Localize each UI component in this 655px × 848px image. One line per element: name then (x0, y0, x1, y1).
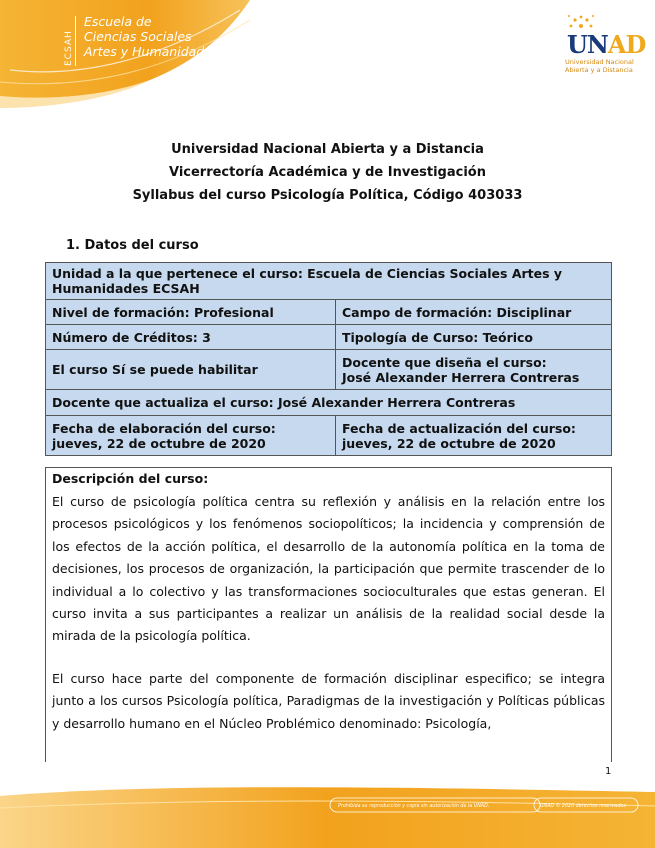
description-paragraph-2: El curso hace parte del componente de formación disciplinar especifico; se integra junto a los cursos Psicología política, Paradigmas de la investigación y Políticas públicas y desarrollo humano en el Núcleo Problémico denominado: Psicología, (52, 670, 605, 731)
table-row (46, 263, 612, 300)
docente-disena-label: Docente que diseña el curso: (342, 354, 547, 370)
table-row (46, 390, 612, 416)
table-row (46, 325, 612, 350)
cell-fecha-actualizacion (336, 416, 612, 456)
fecha-act-value: jueves, 22 de octubre de 2020 (342, 435, 556, 451)
unad-subtitle (565, 59, 634, 74)
cell-fecha-elaboracion (46, 416, 336, 456)
description-title: Descripción del curso: (52, 471, 209, 486)
fecha-elab-label: Fecha de elaboración del curso: (52, 420, 276, 436)
page-number: 1 (605, 766, 612, 777)
cell-creditos: Número de Créditos: 3 (46, 325, 336, 350)
cell-docente-actualiza: Docente que actualiza el curso: José Alexander Herrera Contreras (46, 390, 612, 416)
table-row (46, 416, 612, 456)
header-banner (0, 0, 655, 110)
title-university: Universidad Nacional Abierta y a Distancia (171, 142, 484, 157)
document-titles (0, 138, 655, 207)
unad-sub-line-1: Universidad Nacional (565, 58, 634, 66)
ecsah-vertical-label: ECSAH (64, 16, 76, 66)
footer-banner (0, 786, 655, 848)
unad-logo (555, 12, 645, 82)
section-heading: 1. Datos del curso (66, 238, 199, 253)
school-name-logo (84, 14, 218, 59)
unad-sub-line-2: Abierta y a Distancia (565, 65, 633, 74)
footer-wave-graphic (0, 786, 655, 848)
docente-disena-name: José Alexander Herrera Contreras (342, 369, 580, 385)
school-line-1: Escuela de (84, 14, 152, 29)
cell-habilitar: El curso Sí se puede habilitar (46, 350, 336, 390)
footer-rights: UNAD © 2020 derechos reservados (540, 804, 626, 809)
table-row (46, 300, 612, 325)
cell-nivel: Nivel de formación: Profesional (46, 300, 336, 325)
unad-letters-ad: AD (607, 30, 646, 59)
course-description (45, 467, 612, 762)
cell-unidad: Unidad a la que pertenece el curso: Escuela de Ciencias Sociales Artes y Humanidades ECSAH (46, 263, 612, 300)
unad-wordmark (567, 30, 645, 59)
cell-campo: Campo de formación: Disciplinar (336, 300, 612, 325)
fecha-elab-value: jueves, 22 de octubre de 2020 (52, 435, 266, 451)
table-row (46, 350, 612, 390)
cell-tipologia: Tipología de Curso: Teórico (336, 325, 612, 350)
school-line-2: Ciencias Sociales (84, 29, 192, 44)
unad-letters-un: UN (567, 30, 608, 59)
cell-docente-disena (336, 350, 612, 390)
title-vicerrectoria: Vicerrectoría Académica y de Investigación (168, 165, 486, 180)
school-line-3: Artes y Humanidades (84, 44, 219, 59)
fecha-act-label: Fecha de actualización del curso: (342, 420, 576, 436)
footer-copyright-note: Prohibida su reproducción y copia sin autorización de la UNAD. (338, 804, 490, 809)
title-syllabus: Syllabus del curso Psicología Política, Código 403033 (132, 188, 523, 203)
description-paragraph-1: El curso de psicología política centra su reflexión y análisis en la relación entre los procesos psicológicos y los fenómenos sociopolíticos; la incidencia y comprensión de los efectos de la acción política, el desarrollo de la autonomía política en la toma de decisiones, los procesos de organización, la participación que permite trascender de lo individual a lo colectivo y las transformaciones socioculturales que estas generan. El curso invita a sus participantes a realizar un análisis de la realidad social desde la mirada de la psicología política. (52, 494, 605, 644)
course-data-table (45, 262, 612, 456)
